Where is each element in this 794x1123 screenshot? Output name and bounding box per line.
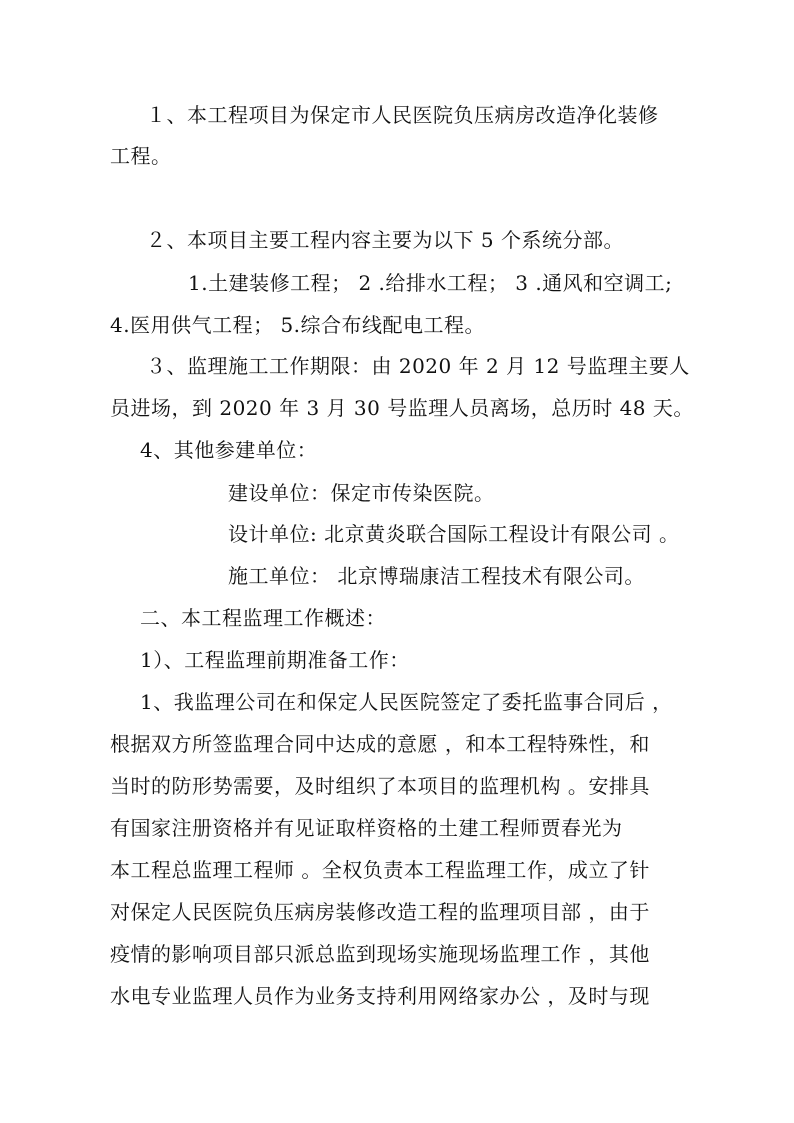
text-line-9: 建设单位：保定市传染医院。 (228, 481, 495, 505)
text-line-2: 工程。 (110, 144, 172, 168)
text-line-15: 根据双方所签监理合同中达成的意愿 ，和本工程特殊性，和 (110, 732, 650, 756)
text-line-14: 1、我监理公司在和保定人民医院签定了委托监事合同后 ， (140, 690, 673, 714)
text-line-5: 4.医用供气工程； 5.综合布线配电工程。 (110, 313, 486, 337)
text-line-4: 1.土建装修工程； 2 .给排水工程； 3 .通风和空调工; (188, 271, 673, 295)
text-line-18: 本工程总监理工程师 。全权负责本工程监理工作，成立了针 (110, 858, 650, 882)
text-line-19: 对保定人民医院负压病房装修改造工程的监理项目部 ，由于 (110, 900, 650, 924)
text-line-7: 员进场，到 2020 年 3 月 30 号监理人员离场，总历时 48 天。 (110, 396, 694, 420)
text-line-20: 疫情的影响项目部只派总监到现场实施现场监理工作 ，其他 (110, 942, 650, 966)
text-line-10: 设计单位: 北京黄炎联合国际工程设计有限公司 。 (228, 522, 680, 546)
text-line-11: 施工单位： 北京博瑞康洁工程技术有限公司。 (228, 564, 645, 588)
text-line-13: 1）、工程监理前期准备工作： (140, 648, 410, 672)
text-line-12: 二、本工程监理工作概述： (140, 606, 386, 630)
text-line-3: ２、本项目主要工程内容主要为以下 5 个系统分部。 (146, 228, 624, 252)
text-line-8: 4、其他参建单位： (140, 438, 318, 462)
text-line-17: 有国家注册资格并有见证取样资格的土建工程师贾春光为 (110, 816, 623, 840)
text-line-6: ３、监理施工工作期限：由 2020 年 2 月 12 号监理主要人 (146, 354, 690, 378)
text-line-16: 当时的防形势需要，及时组织了本项目的监理机构 。安排具 (110, 774, 650, 798)
text-line-21: 水电专业监理人员作为业务支持利用网络家办公 ，及时与现 (110, 984, 650, 1008)
text-line-1: １、本工程项目为保定市人民医院负压病房改造净化装修 (146, 103, 659, 127)
